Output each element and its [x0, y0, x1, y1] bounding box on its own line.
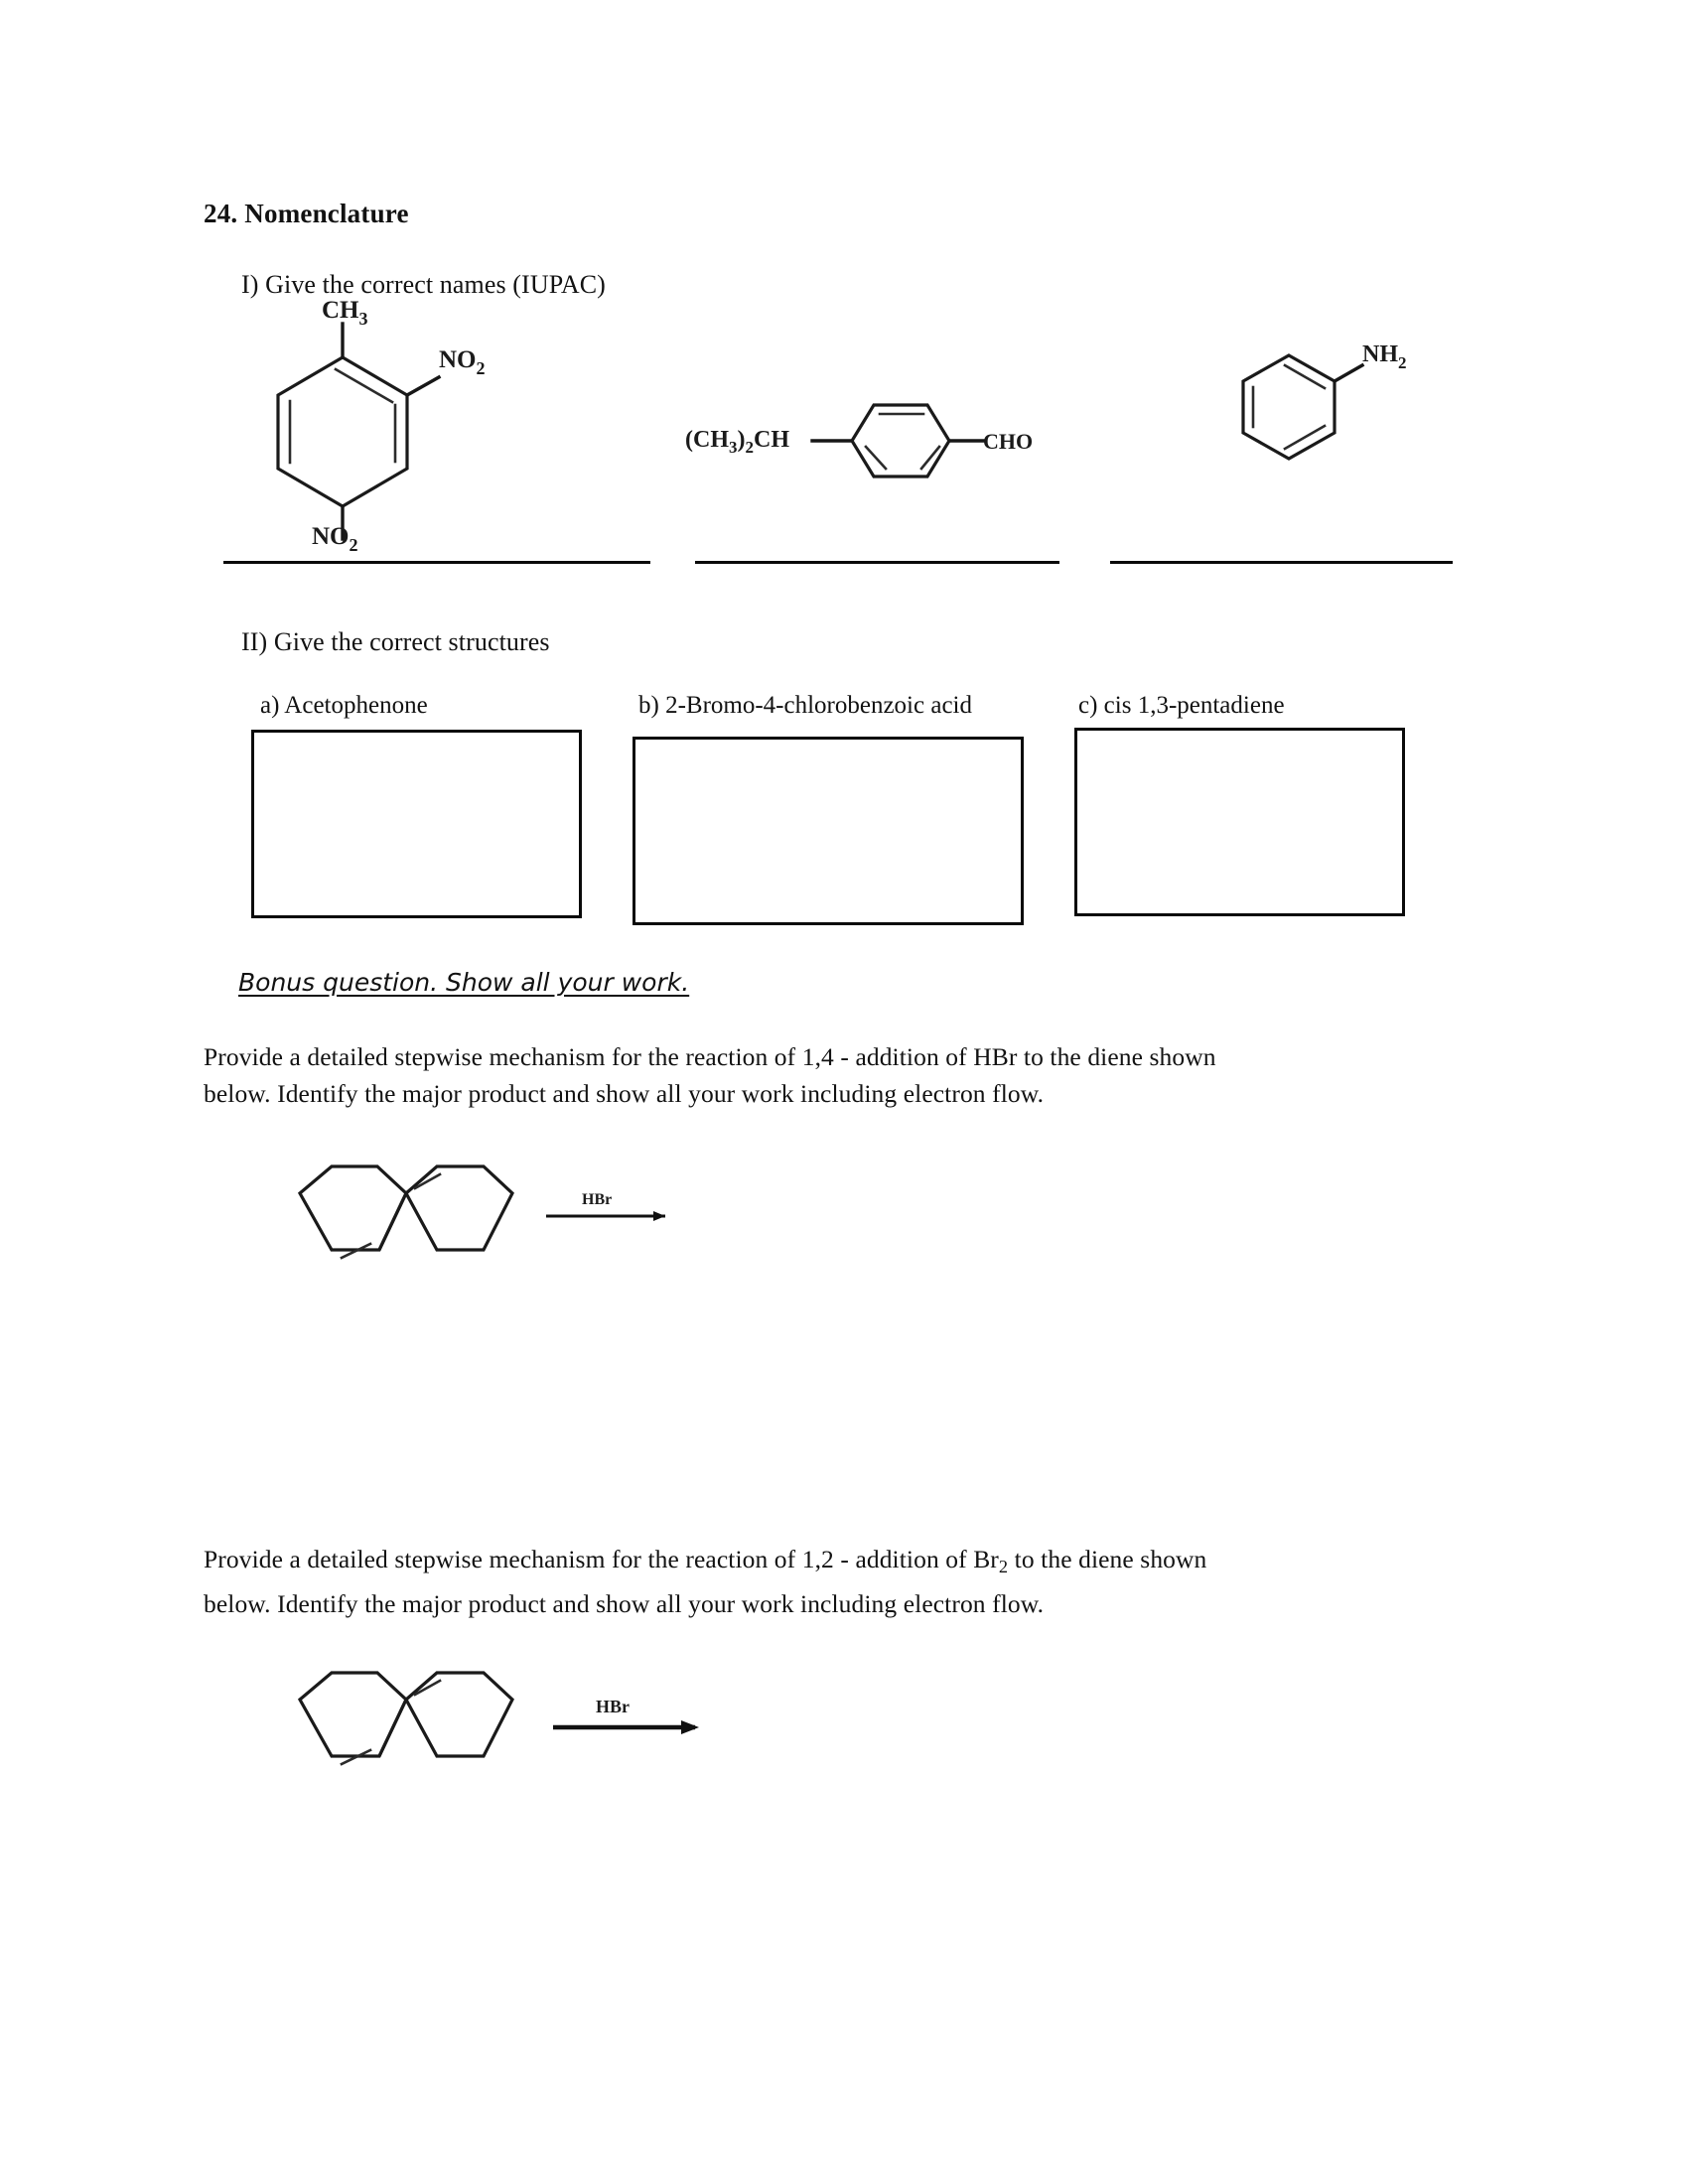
bonus-1-line-2: below. Identify the major product and show all your work including electron flow.: [204, 1079, 1045, 1108]
structure-item-label-a: a) Acetophenone: [260, 692, 428, 719]
bonus-question-2-text: [204, 1541, 1316, 1622]
bonus-2-line-1-subscript: 2: [998, 1557, 1009, 1577]
bonus-2-line-1-part-a: Provide a detailed stepwise mechanism for the reaction of 1,2 - addition of Br: [204, 1545, 999, 1573]
structure-aniline: [1231, 338, 1430, 467]
label-methyl: $CH_3$: [322, 297, 368, 329]
answer-line-2[interactable]: [695, 561, 1059, 564]
bonus-2-line-1-part-b: to the diene shown: [1008, 1545, 1207, 1573]
reagent-label-1: HBr: [582, 1191, 613, 1208]
answer-box-c[interactable]: [1074, 728, 1405, 916]
structure-item-label-b: b) 2-Bromo-4-chlorobenzoic acid: [638, 692, 972, 719]
structure-item-label-c: c) cis 1,3-pentadiene: [1078, 692, 1285, 719]
bonus-question-heading: Bonus question. Show all your work.: [238, 968, 690, 997]
label-nitro-ortho: $NO_2$: [439, 346, 486, 378]
structure-cuminaldehyde: [685, 387, 1034, 496]
label-isopropyl: $(CH_3)_2CH$: [685, 427, 789, 457]
answer-line-1[interactable]: [223, 561, 650, 564]
part-one-heading: I) Give the correct names (IUPAC): [241, 270, 606, 299]
reagent-label-2: HBr: [596, 1697, 630, 1716]
reaction-scheme-1: [270, 1137, 687, 1271]
bonus-question-1-text: [204, 1038, 1316, 1112]
label-amine: $NH_2$: [1362, 341, 1407, 372]
label-aldehyde: CHO: [983, 429, 1034, 454]
bonus-2-line-2: below. Identify the major product and show all your work including electron flow.: [204, 1589, 1045, 1619]
label-nitro-para: $NO_2$: [312, 523, 358, 555]
reaction-scheme-2: [270, 1643, 727, 1792]
answer-line-3[interactable]: [1110, 561, 1453, 564]
bonus-1-line-1: Provide a detailed stepwise mechanism for the reaction of 1,4 - addition of HBr to the diene shown: [204, 1042, 1216, 1071]
structure-dinitrotoluene: [248, 297, 506, 555]
bonus-2-line-1: [204, 1541, 1316, 1585]
answer-box-b[interactable]: [633, 737, 1024, 925]
part-two-heading: II) Give the correct structures: [241, 627, 550, 656]
page-title: 24. Nomenclature: [204, 199, 409, 228]
answer-box-a[interactable]: [251, 730, 582, 918]
